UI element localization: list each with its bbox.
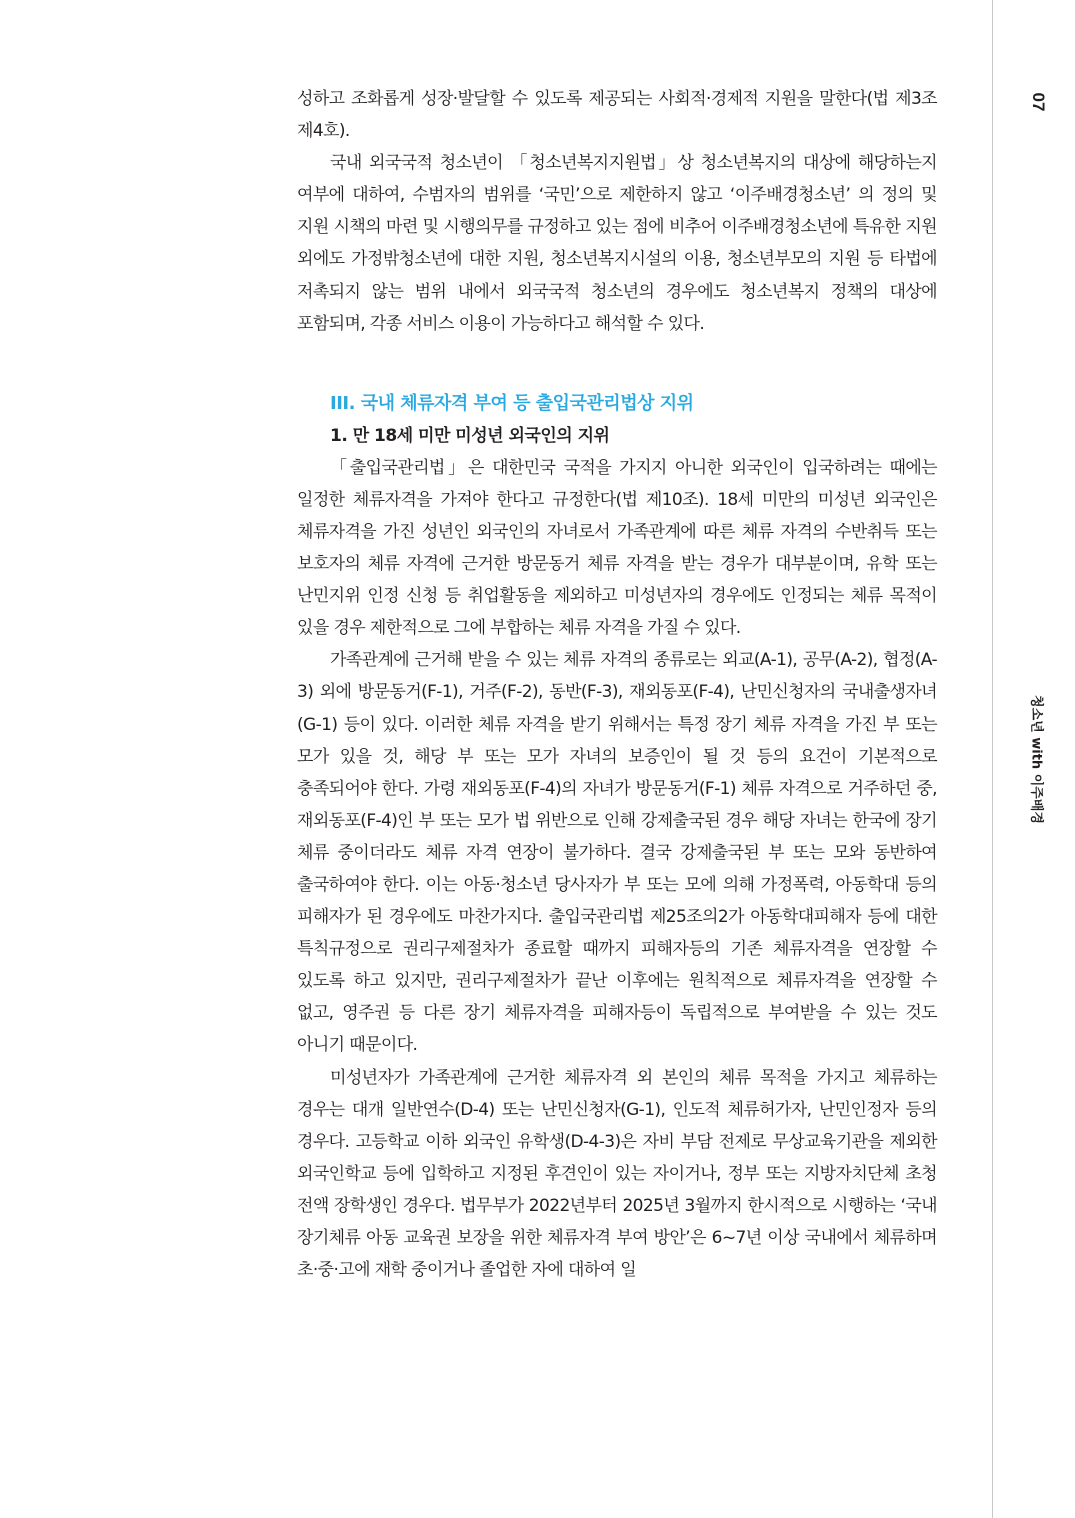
margin-divider-line	[992, 0, 993, 1518]
page-body	[297, 83, 937, 1286]
paragraph-family-status-types: 가족관계에 근거해 받을 수 있는 체류 자격의 종류로는 외교(A-1), 공무(A-2), 협정(A-3) 외에 방문동거(F-1), 거주(F-2), 동반(F-3), 재외동포(F-4), 난민신청자의 국내출생자녀(G-1) 등이 있다. 이러한 체류 자격을 받기 위해서는 특정 장기 체류 자격을 가진 부 또는 모가 있을 것, 해당 부 또는 모가 자녀의 보증인이 될 것 등의 요건이 기본적으로 충족되어야 한다. 가령 재외동포(F-4)의 자녀가 방문동거(F-1) 체류 자격으로 거주하던 중, 재외동포(F-4)인 부 또는 모가 법 위반으로 인해 강제출국된 경우 해당 자녀는 한국에 장기 체류 중이더라도 체류 자격 연장이 불가하다. 결국 강제출국된 부 또는 모와 동반하여 출국하여야 한다. 이는 아동·청소년 당사자가 부 또는 모에 의해 가정폭력, 아동학대 등의 피해자가 된 경우에도 마찬가지다. 출입국관리법 제25조의2가 아동학대피해자 등에 대한 특칙규정으로 권리구제절차가 종료할 때까지 피해자등의 기존 체류자격을 연장할 수 있도록 하고 있지만, 권리구제절차가 끝난 이후에는 원칙적으로 체류자격을 연장할 수 없고, 영주권 등 다른 장기 체류자격을 피해자등이 독립적으로 부여받을 수 있는 것도 아니기 때문이다.	[297, 650, 937, 1056]
paragraph-immigration-act: 「출입국관리법」은 대한민국 국적을 가지지 아니한 외국인이 입국하려는 때에는 일정한 체류자격을 가져야 한다고 규정한다(법 제10조). 18세 미만의 미성년 외국인은 체류자격을 가진 성년인 외국인의 자녀로서 가족관계에 따른 체류 자격의 수반취득 또는 보호자의 체류 자격에 근거한 방문동거 체류 자격을 받는 경우가 대부분이며, 유학 또는 난민지위 인정 신청 등 취업활동을 제외하고 미성년자의 경우에도 인정되는 체류 목적이 있을 경우 제한적으로 그에 부합하는 체류 자격을 가질 수 있다.	[297, 457, 937, 639]
section-heading: III. 국내 체류자격 부여 등 출입국관리법상 지위	[330, 392, 694, 414]
page-number: 07	[1029, 92, 1048, 112]
paragraph-continuation: 성하고 조화롭게 성장·발달할 수 있도록 제공되는 사회적·경제적 지원을 말한다(법 제3조 제4호).	[297, 89, 937, 142]
sub-heading: 1. 만 18세 미만 미성년 외국인의 지위	[330, 425, 610, 446]
paragraph-youth-welfare: 국내 외국국적 청소년이 「청소년복지지원법」상 청소년복지의 대상에 해당하는지 여부에 대하여, 수범자의 범위를 ‘국민’으로 제한하지 않고 ‘이주배경청소년’ 의 정의 및 지원 시책의 마련 및 시행의무를 규정하고 있는 점에 비추어 이주배경청소년에 특유한 지원 외에도 가정밖청소년에 대한 지원, 청소년복지시설의 이용, 청소년부모의 지원 등 타법에 저촉되지 않는 범위 내에서 외국국적 청소년의 경우에도 청소년복지 정책의 대상에 포함되며, 각종 서비스 이용이 가능하다고 해석할 수 있다.	[297, 153, 937, 334]
running-title: 청소년 with 이주배경	[1028, 695, 1044, 824]
paragraph-own-purpose-status: 미성년자가 가족관계에 근거한 체류자격 외 본인의 체류 목적을 가지고 체류하는 경우는 대개 일반연수(D-4) 또는 난민신청자(G-1), 인도적 체류허가자, 난민인정자 등의 경우다. 고등학교 이하 외국인 유학생(D-4-3)은 자비 부담 전제로 무상교육기관을 제외한 외국인학교 등에 입학하고 지정된 후견인이 있는 자이거나, 정부 또는 지방자치단체 초청 전액 장학생인 경우다. 법무부가 2022년부터 2025년 3월까지 한시적으로 시행하는 ‘국내 장기체류 아동 교육권 보장을 위한 체류자격 부여 방안’은 6~7년 이상 국내에서 체류하며 초·중·고에 재학 중이거나 졸업한 자에 대하여 일	[297, 1067, 937, 1281]
